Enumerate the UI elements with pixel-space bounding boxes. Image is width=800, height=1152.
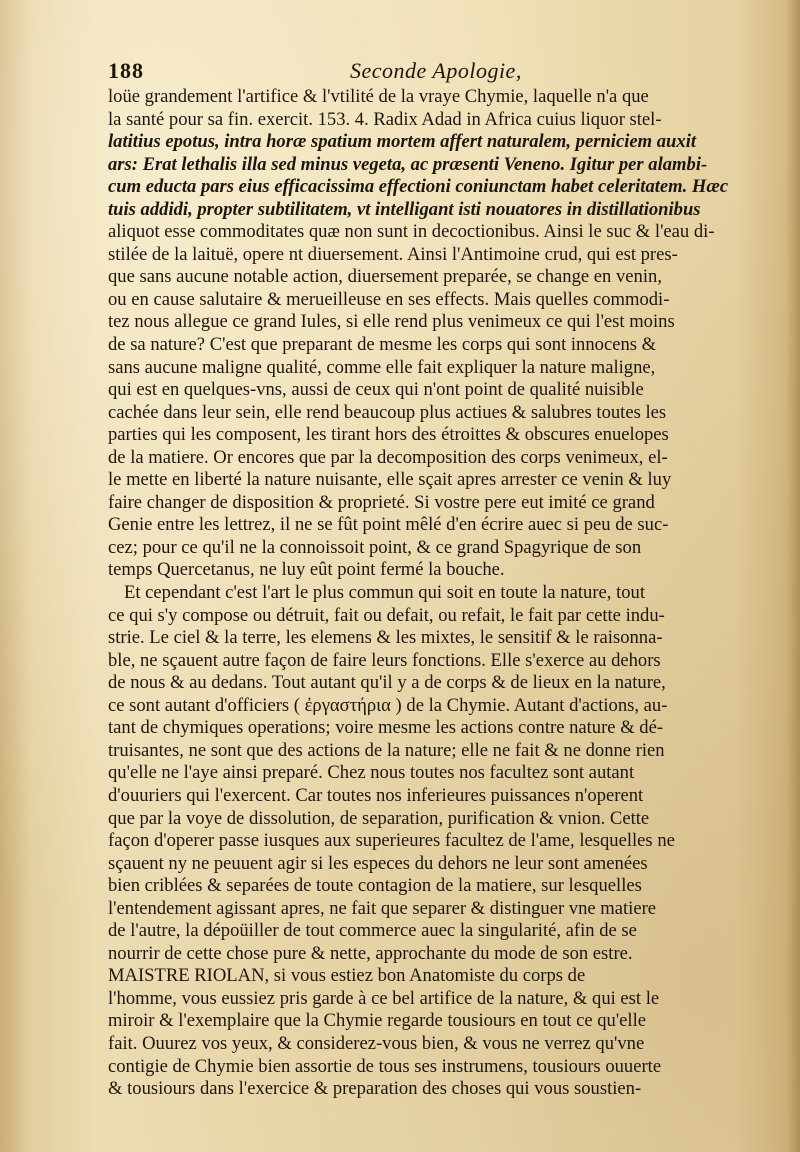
text-line: façon d'operer passe iusques aux superieures facultez de l'ame, lesquelles ne [108, 830, 675, 852]
text-line: que sans aucune notable action, diuersement preparée, se change en venin, [108, 266, 662, 288]
text-line: ble, ne sçauent autre façon de faire leurs fonctions. Elle s'exerce au dehors [108, 649, 661, 671]
text-line: de la matiere. Or encores que par la decomposition des corps venimeux, el- [108, 446, 668, 468]
page-edge-shadow [786, 0, 800, 1152]
text-line: stilée de la laituë, opere nt diuersement. Ainsi l'Antimoine crud, qui est pres- [108, 243, 678, 265]
text-line: MAISTRE RIOLAN, si vous estiez bon Anatomiste du corps de [108, 965, 586, 987]
text-line: ce qui s'y compose ou détruit, fait ou defait, ou refait, le fait par cette indu- [108, 604, 665, 626]
text-line: miroir & l'exemplaire que la Chymie regarde tousiours en tout ce qu'elle [108, 1010, 647, 1032]
body-text [108, 86, 738, 1101]
text-line: tant de chymiques operations; voire mesme les actions contre nature & dé- [108, 717, 664, 739]
text-line: cez; pour ce qu'il ne la connoissoit point, & ce grand Spagyrique de son [108, 536, 642, 558]
text-line: & tousiours dans l'exercice & preparation des choses qui vous soustien- [108, 1078, 642, 1100]
text-line: cachée dans leur sein, elle rend beaucoup plus actiues & salubres toutes les [108, 401, 667, 423]
text-line: l'homme, vous eussiez pris garde à ce bel artifice de la nature, & qui est le [108, 987, 660, 1009]
text-line: cum educta pars eius efficacissima effectioni coniunctam habet celeritatem. Hæc [108, 176, 729, 198]
text-line: le mette en liberté la nature nuisante, elle sçait apres arrester ce venin & luy [108, 469, 672, 491]
text-line: loüe grandement l'artifice & l'vtilité de la vraye Chymie, laquelle n'a que [108, 86, 649, 107]
text-line: strie. Le ciel & la terre, les elemens & les mixtes, le sensitif & le raisonna- [108, 627, 663, 649]
text-line: que par la voye de dissolution, de separation, purification & vnion. Cette [108, 807, 650, 829]
text-line: Genie entre les lettrez, il ne se fût point mêlé d'en écrire auec si peu de suc- [108, 514, 669, 536]
text-line: ou en cause salutaire & merueilleuse en ses effects. Mais quelles commodi- [108, 288, 670, 310]
text-line: l'entendement agissant apres, ne fait que separer & distinguer vne matiere [108, 897, 657, 919]
text-line: ce sont autant d'officiers ( ἐργαστήρια ) de la Chymie. Autant d'actions, au- [108, 694, 668, 716]
text-line: latitius epotus, intra horæ spatium mortem affert naturalem, perniciem auxit [108, 131, 697, 153]
text-line: tez nous allegue ce grand Iules, si elle rend plus venimeux ce qui l'est moins [108, 311, 675, 333]
page-header [108, 58, 728, 88]
text-line: Et cependant c'est l'art le plus commun qui soit en toute la nature, tout [124, 582, 645, 604]
text-line: fait. Ouurez vos yeux, & considerez-vous bien, & vous ne verrez qu'vne [108, 1032, 645, 1054]
text-line: contigie de Chymie bien assortie de tous ses instrumens, tousiours ouuerte [108, 1055, 662, 1077]
text-line: nourrir de cette chose pure & nette, approchante du mode de son estre. [108, 942, 633, 964]
text-line: aliquot esse commoditates quæ non sunt in decoctionibus. Ainsi le suc & l'eau di- [108, 221, 715, 243]
running-head: Seconde Apologie, [350, 58, 522, 83]
text-line: faire changer de disposition & proprieté. Si vostre pere eut imité ce grand [108, 491, 655, 513]
text-line: la santé pour sa fin. exercit. 153. 4. Radix Adad in Africa cuius liquor stel- [108, 108, 662, 130]
text-line: truisantes, ne sont que des actions de la nature; elle ne fait & ne donne rien [108, 739, 665, 761]
text-line: sçauent ny ne peuuent agir si les especes du dehors ne leur sont amenées [108, 852, 648, 874]
text-line: ars: Erat lethalis illa sed minus vegeta, ac præsenti Veneno. Igitur per alambi- [108, 153, 708, 175]
text-line: sans aucune maligne qualité, comme elle fait expliquer la nature maligne, [108, 356, 656, 378]
page-number: 188 [108, 58, 144, 83]
text-line: de sa nature? C'est que preparant de mesme les corps qui sont innocens & [108, 334, 657, 356]
text-line: de nous & au dedans. Tout autant qu'il y a de corps & de lieux en la nature, [108, 672, 666, 694]
text-line: bien criblées & separées de toute contagion de la matiere, sur lesquelles [108, 875, 642, 897]
text-line: qui est en quelques-vns, aussi de ceux qui n'ont point de qualité nuisible [108, 379, 644, 401]
text-line: qu'elle ne l'aye ainsi preparé. Chez nous toutes nos facultez sont autant [108, 762, 635, 784]
text-line: tuis addidi, propter subtilitatem, vt intelligant isti nouatores in distillationibus [108, 198, 701, 220]
text-line: de l'autre, la dépoüiller de tout commerce auec la singularité, afin de se [108, 920, 637, 942]
text-line: parties qui les composent, les tirant hors des étroittes & obscures enuelopes [108, 424, 669, 446]
text-line: d'ouuriers qui l'exercent. Car toutes nos inferieures puissances n'operent [108, 784, 644, 806]
text-line: temps Quercetanus, ne luy eût point fermé la bouche. [108, 559, 505, 581]
